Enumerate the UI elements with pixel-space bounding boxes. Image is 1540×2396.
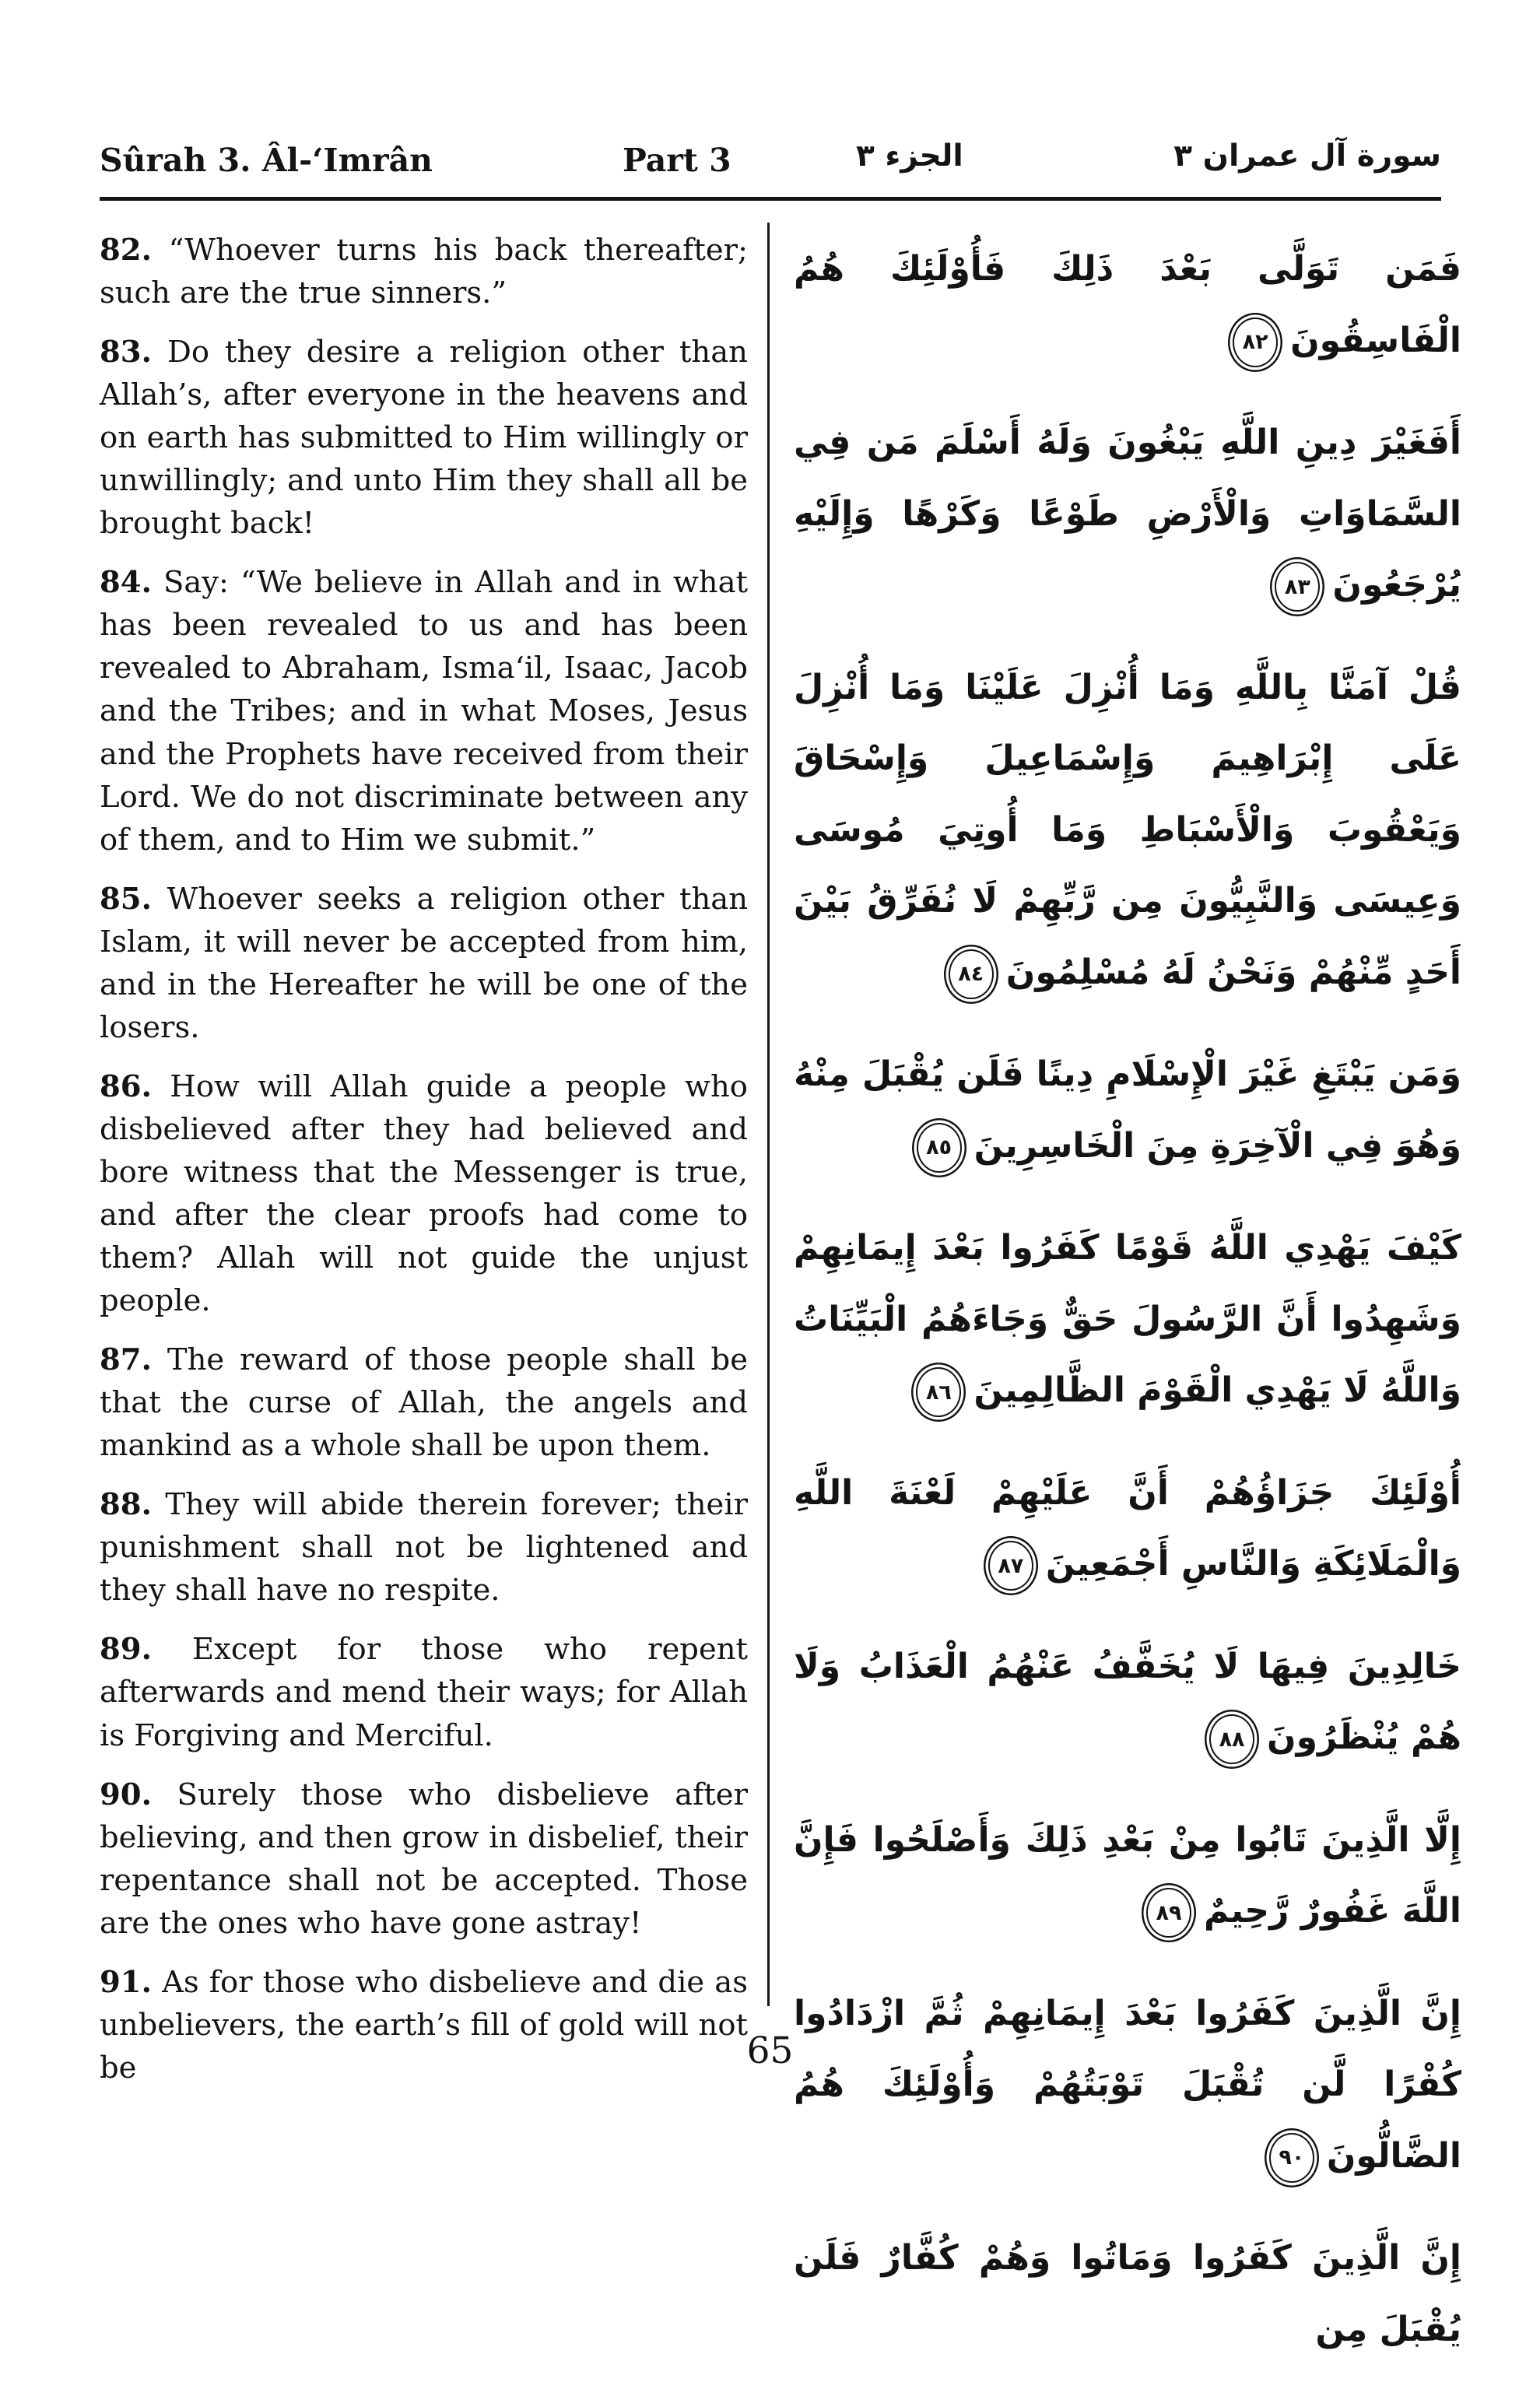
english-verse-paragraph [100, 561, 748, 861]
arabic-verse-text: إِنَّ الَّذِينَ كَفَرُوا وَمَاتُوا وَهُمْ كُفَّارٌ فَلَن يُقْبَلَ مِن [794, 2238, 1461, 2349]
arabic-verse-text: وَمَن يَبْتَغِ غَيْرَ الْإِسْلَامِ دِينًا فَلَن يُقْبَلَ مِنْهُ وَهُوَ فِي الْآخِرَةِ مِنَ الْخَاسِرِينَ [794, 1054, 1461, 1166]
verse-number: 89. [100, 1632, 152, 1668]
verse-number: 86. [100, 1068, 152, 1104]
arabic-verse-paragraph [794, 1039, 1461, 1181]
verse-end-medallion: ٨٦ [916, 1367, 961, 1417]
arabic-verse-paragraph [794, 1978, 1461, 2192]
verse-end-medallion: ٨٧ [988, 1541, 1033, 1591]
verse-number: 87. [100, 1342, 152, 1378]
arabic-verse-paragraph [794, 1212, 1461, 1426]
english-verse-paragraph [100, 229, 748, 314]
english-verse-paragraph [100, 878, 748, 1049]
verse-end-medallion: ٨٩ [1146, 1888, 1191, 1938]
verse-end-medallion: ٨٢ [1233, 317, 1278, 367]
column-divider [767, 223, 770, 2006]
english-verse-paragraph [100, 1773, 748, 1945]
arabic-verse-text: خَالِدِينَ فِيهَا لَا يُخَفَّفُ عَنْهُمُ الْعَذَابُ وَلَا هُمْ يُنْظَرُونَ [794, 1646, 1461, 1758]
arabic-verse-paragraph [794, 233, 1461, 376]
verse-text: “Whoever turns his back thereafter; such are the true sinners.” [100, 233, 748, 311]
english-verse-paragraph [100, 331, 748, 545]
verse-text: They will abide therein forever; their punishment shall not be lightened and they shall have no respite. [100, 1487, 748, 1608]
header-surah-title-arabic: سورة آل عمران ٣ [1173, 139, 1441, 174]
arabic-verse-text: قُلْ آمَنَّا بِاللَّهِ وَمَا أُنْزِلَ عَلَيْنَا وَمَا أُنْزِلَ عَلَى إِبْرَاهِيمَ وَإِسْمَاعِيلَ وَإِسْحَاقَ وَيَعْقُوبَ وَالْأَسْبَاطِ وَمَا أُوتِيَ مُوسَى وَعِيسَى وَالنَّبِيُّونَ مِن رَّبِّهِمْ لَا نُفَرِّقُ بَيْنَ أَحَدٍ مِّنْهُمْ وَنَحْنُ لَهُ مُسْلِمُونَ [794, 667, 1461, 992]
verse-end-medallion: ٩٠ [1269, 2133, 1314, 2183]
arabic-verse-text: إِنَّ الَّذِينَ كَفَرُوا بَعْدَ إِيمَانِهِمْ ثُمَّ ازْدَادُوا كُفْرًا لَّن تُقْبَلَ تَوْبَتُهُمْ وَأُوْلَئِكَ هُمُ الضَّالُّونَ [794, 1993, 1461, 2176]
arabic-verse-text: فَمَن تَوَلَّى بَعْدَ ذَلِكَ فَأُوْلَئِكَ هُمُ الْفَاسِقُونَ [794, 249, 1461, 360]
verse-text: Say: “We believe in Allah and in what has been revealed to us and has been revealed to Abraham, Isma‘il, Isaac, Jacob and the Tribes; and in what Moses, Jesus and the Prophets have received from their Lord. We do not discriminate between any of them, and to Him we submit.” [100, 565, 748, 858]
verse-number: 83. [100, 335, 152, 370]
header-part-label: Part 3 [623, 142, 731, 179]
verse-text: Whoever seeks a religion other than Islam, it will never be accepted from him, and in the Hereafter he will be one of the losers. [100, 881, 748, 1045]
verse-number: 85. [100, 881, 152, 917]
english-translation-column [100, 229, 748, 2106]
verse-end-medallion: ٨٣ [1275, 562, 1320, 612]
arabic-verse-text: كَيْفَ يَهْدِي اللَّهُ قَوْمًا كَفَرُوا بَعْدَ إِيمَانِهِمْ وَشَهِدُوا أَنَّ الرَّسُولَ حَقٌّ وَجَاءَهُمُ الْبَيِّنَاتُ وَاللَّهُ لَا يَهْدِي الْقَوْمَ الظَّالِمِينَ [794, 1228, 1461, 1411]
arabic-verse-text: أُوْلَئِكَ جَزَاؤُهُمْ أَنَّ عَلَيْهِمْ لَعْنَةَ اللَّهِ وَالْمَلَائِكَةِ وَالنَّاسِ أَجْمَعِينَ [794, 1472, 1461, 1584]
verse-number: 82. [100, 233, 152, 268]
english-verse-paragraph [100, 1628, 748, 1756]
verse-text: Surely those who disbelieve after believing, and then grow in disbelief, their repentance shall not be accepted. Those are the ones who have gone astray! [100, 1777, 748, 1941]
header-surah-title-en: Sûrah 3. Âl-‘Imrân [100, 142, 433, 179]
english-verse-paragraph [100, 1483, 748, 1612]
verse-text: The reward of those people shall be that the curse of Allah, the angels and mankind as a whole shall be upon them. [100, 1342, 748, 1464]
verse-end-medallion: ٨٤ [949, 949, 994, 999]
arabic-verse-paragraph [794, 407, 1461, 621]
verse-text: Except for those who repent afterwards and mend their ways; for Allah is Forgiving and Merciful. [100, 1632, 748, 1753]
verse-number: 91. [100, 1964, 152, 2000]
arabic-verse-paragraph [794, 1631, 1461, 1773]
header-juz-label-arabic: الجزء ٣ [856, 139, 963, 174]
verse-text: Do they desire a religion other than Allah’s, after everyone in the heavens and on earth has submitted to Him willingly or unwillingly; and unto Him they shall all be brought back! [100, 335, 748, 542]
page-number: 65 [746, 2029, 794, 2072]
arabic-verse-paragraph [794, 1805, 1461, 1947]
verse-number: 84. [100, 565, 152, 601]
verse-end-medallion: ٨٨ [1209, 1714, 1254, 1764]
verse-text: As for those who disbelieve and die as unbelievers, the earth’s fill of gold will not be [100, 1964, 748, 2086]
verse-number: 88. [100, 1487, 152, 1523]
english-verse-paragraph [100, 1338, 748, 1467]
verse-number: 90. [100, 1777, 152, 1812]
arabic-verse-paragraph [794, 2222, 1461, 2365]
verse-text: How will Allah guide a people who disbelieved after they had believed and bore witness that the Messenger is true, and after the clear proofs had come to them? Allah will not guide the unjust people. [100, 1068, 748, 1319]
arabic-verse-text: إِلَّا الَّذِينَ تَابُوا مِنْ بَعْدِ ذَلِكَ وَأَصْلَحُوا فَإِنَّ اللَّهَ غَفُورٌ رَّحِيمٌ [794, 1819, 1461, 1931]
arabic-verse-paragraph [794, 652, 1461, 1009]
arabic-verse-text: أَفَغَيْرَ دِينِ اللَّهِ يَبْغُونَ وَلَهُ أَسْلَمَ مَن فِي السَّمَاوَاتِ وَالْأَرْضِ طَوْعًا وَكَرْهًا وَإِلَيْهِ يُرْجَعُونَ [794, 423, 1461, 605]
header-rule [100, 197, 1441, 201]
english-verse-paragraph [100, 1065, 748, 1322]
verse-end-medallion: ٨٥ [917, 1123, 962, 1173]
arabic-verse-paragraph [794, 1458, 1461, 1600]
